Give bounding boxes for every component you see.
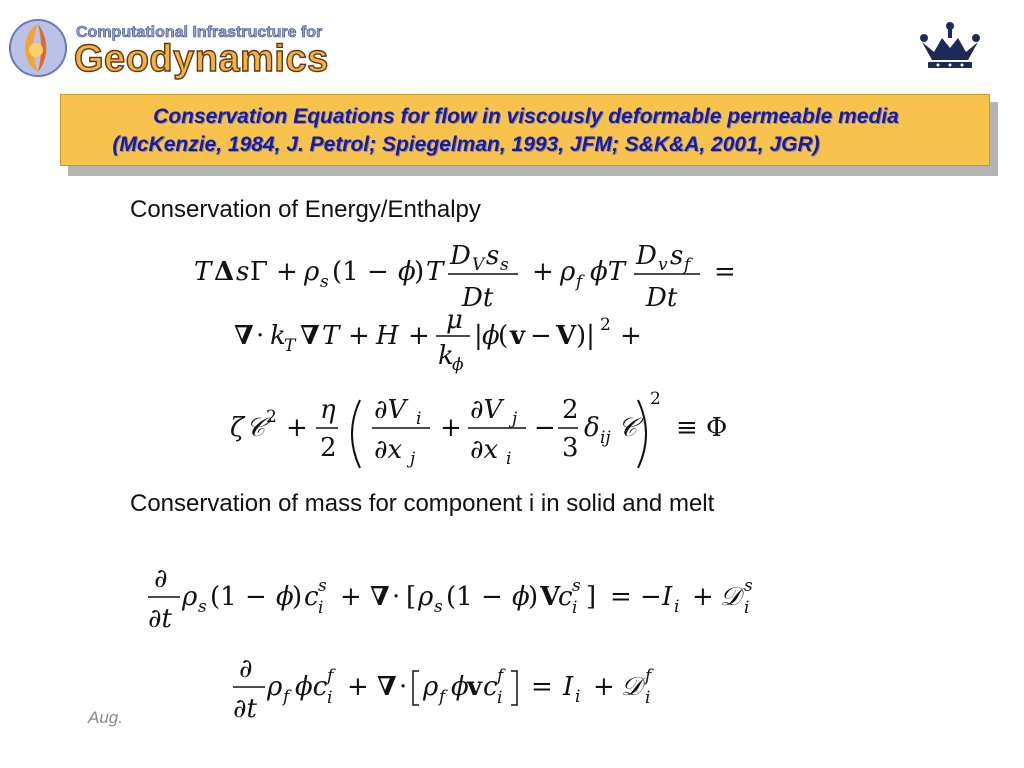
svg-text:i: i xyxy=(327,688,333,708)
svg-text:·: · xyxy=(399,672,408,702)
svg-text:T: T xyxy=(426,257,444,287)
svg-text:f: f xyxy=(327,666,334,686)
svg-text:2: 2 xyxy=(320,433,337,463)
svg-text:s: s xyxy=(572,576,581,596)
cig-logo xyxy=(8,14,348,80)
slide-title: Conservation Equations for flow in viscously deformable permeable media xyxy=(153,105,899,128)
svg-text:Φ: Φ xyxy=(706,413,728,443)
svg-text:c: c xyxy=(304,582,319,612)
svg-text:f: f xyxy=(684,255,691,275)
svg-text:V: V xyxy=(556,321,577,351)
svg-text:f: f xyxy=(576,272,583,292)
svg-text:f: f xyxy=(283,687,290,707)
svg-text:i: i xyxy=(416,409,422,429)
svg-text:∂t: ∂t xyxy=(233,694,257,724)
svg-text:μ: μ xyxy=(446,305,463,335)
svg-text:k: k xyxy=(270,321,286,351)
svg-text:i: i xyxy=(575,687,581,707)
svg-text:ϕ: ϕ xyxy=(482,321,500,351)
svg-text:i: i xyxy=(506,449,512,469)
solid-mass-equation xyxy=(140,565,800,645)
svg-text:(: ( xyxy=(498,321,509,351)
svg-text:+: + xyxy=(440,413,462,443)
svg-text:=: = xyxy=(610,582,632,612)
svg-text:ρ: ρ xyxy=(418,582,434,612)
svg-text:2: 2 xyxy=(562,395,579,425)
svg-text:s: s xyxy=(670,241,684,271)
svg-text:ρ: ρ xyxy=(304,257,320,287)
svg-text:Δ: Δ xyxy=(214,257,235,287)
svg-text:∂V: ∂V xyxy=(374,395,407,425)
svg-text:f: f xyxy=(645,666,652,686)
svg-text:I: I xyxy=(662,582,673,612)
svg-text:T: T xyxy=(194,257,212,287)
svg-text:i: i xyxy=(744,598,750,618)
svg-text:i: i xyxy=(497,688,503,708)
svg-text:): ) xyxy=(414,257,425,287)
svg-text:ϕT: ϕT xyxy=(590,257,626,287)
footer-date: Aug. xyxy=(88,708,123,727)
svg-text:ϕ: ϕ xyxy=(398,257,416,287)
svg-text:+: + xyxy=(348,321,370,351)
svg-text:=: = xyxy=(531,672,553,702)
svg-text:s: s xyxy=(486,241,500,271)
svg-text:[: [ xyxy=(406,582,417,612)
svg-text:i: i xyxy=(674,597,680,617)
svg-text:𝒞: 𝒞 xyxy=(246,413,265,443)
svg-text:≡: ≡ xyxy=(676,413,698,443)
svg-text:v: v xyxy=(467,672,483,702)
svg-text:s: s xyxy=(318,576,327,596)
svg-text:H: H xyxy=(376,321,399,351)
svg-text:+: + xyxy=(286,413,308,443)
svg-text:D: D xyxy=(636,241,657,271)
svg-text:V: V xyxy=(472,255,485,275)
svg-text:D: D xyxy=(450,241,471,271)
svg-text:T: T xyxy=(322,321,340,351)
svg-text:∇: ∇ xyxy=(370,582,390,612)
svg-text:𝒞: 𝒞 xyxy=(618,413,637,443)
svg-text:+: + xyxy=(276,257,298,287)
svg-text:∂t: ∂t xyxy=(148,604,172,634)
svg-text:s: s xyxy=(744,576,753,596)
svg-text:+: + xyxy=(593,672,615,702)
svg-text:|: | xyxy=(474,321,483,351)
slide-title-box xyxy=(60,94,990,166)
svg-text:f: f xyxy=(497,666,504,686)
svg-text:s: s xyxy=(320,272,329,292)
svg-text:ζ: ζ xyxy=(230,413,245,443)
mass-heading: Conservation of mass for component i in solid and melt xyxy=(130,490,715,517)
svg-text:𝒟: 𝒟 xyxy=(720,582,741,612)
svg-text:v: v xyxy=(510,321,526,351)
svg-text:i: i xyxy=(645,688,651,708)
svg-text:+: + xyxy=(408,321,430,351)
svg-text:(1 −: (1 − xyxy=(210,582,267,612)
svg-text:∂x: ∂x xyxy=(470,435,499,465)
svg-text:∇: ∇ xyxy=(300,321,320,351)
svg-text:I: I xyxy=(563,672,574,702)
svg-text:ρ: ρ xyxy=(423,672,439,702)
svg-text:η: η xyxy=(320,395,336,425)
svg-text:s: s xyxy=(198,597,207,617)
svg-text:ϕ: ϕ xyxy=(512,582,530,612)
columbia-crown-icon xyxy=(916,20,984,72)
svg-text:+: + xyxy=(620,321,642,351)
slide-title-references: (McKenzie, 1984, J. Petrol; Spiegelman, 1993, JFM; S&K&A, 2001, JGR) xyxy=(112,133,820,156)
svg-text:Dt: Dt xyxy=(646,283,678,313)
svg-text:ϕ: ϕ xyxy=(276,582,294,612)
svg-text:𝒟: 𝒟 xyxy=(621,672,642,702)
svg-text:j: j xyxy=(512,409,518,429)
svg-text:ρ: ρ xyxy=(267,672,283,702)
svg-text:∇: ∇ xyxy=(377,672,397,702)
svg-text:3: 3 xyxy=(562,433,579,463)
svg-text:+: + xyxy=(340,582,362,612)
logo-tagline: Computational Infrastructure for xyxy=(76,24,323,41)
svg-text:ρ: ρ xyxy=(182,582,198,612)
svg-text:V: V xyxy=(540,582,561,612)
svg-text:ρ: ρ xyxy=(560,257,576,287)
svg-text:c: c xyxy=(558,582,573,612)
svg-text:ϕ: ϕ xyxy=(451,672,469,702)
svg-text:∂: ∂ xyxy=(154,565,168,594)
svg-text:): ) xyxy=(292,582,303,612)
energy-equation xyxy=(180,240,800,475)
svg-text:Γ: Γ xyxy=(250,257,269,287)
svg-text:=: = xyxy=(714,257,736,287)
svg-text:(1 −: (1 − xyxy=(332,257,389,287)
svg-text:(1 −: (1 − xyxy=(446,582,503,612)
svg-text:k: k xyxy=(438,341,454,371)
svg-text:i: i xyxy=(318,598,324,618)
svg-text:−: − xyxy=(534,413,556,443)
svg-text:f: f xyxy=(439,687,446,707)
svg-text:·: · xyxy=(392,582,401,612)
svg-text:∂V: ∂V xyxy=(470,395,503,425)
svg-text:s: s xyxy=(236,257,250,287)
svg-text:s: s xyxy=(434,597,443,617)
svg-text:): ) xyxy=(528,582,539,612)
svg-text:∂: ∂ xyxy=(239,655,253,684)
svg-text:∂x: ∂x xyxy=(374,435,403,465)
svg-text:Dt: Dt xyxy=(462,283,494,313)
svg-text:s: s xyxy=(500,255,509,275)
svg-text:+: + xyxy=(692,582,714,612)
svg-text:ϕc: ϕc xyxy=(295,672,328,702)
svg-text:i: i xyxy=(572,598,578,618)
svg-text:ij: ij xyxy=(600,428,611,448)
svg-text:∇: ∇ xyxy=(234,321,254,351)
svg-text:+: + xyxy=(532,257,554,287)
svg-text:ϕ: ϕ xyxy=(452,355,464,375)
svg-text:v: v xyxy=(658,255,668,275)
energy-heading: Conservation of Energy/Enthalpy xyxy=(130,196,481,223)
svg-text:2: 2 xyxy=(650,389,661,409)
svg-text:−: − xyxy=(530,321,552,351)
svg-text:−: − xyxy=(640,582,662,612)
svg-text:+: + xyxy=(347,672,369,702)
svg-text:δ: δ xyxy=(584,413,600,443)
svg-text:·: · xyxy=(256,321,265,351)
svg-text:j: j xyxy=(410,449,416,469)
melt-mass-equation xyxy=(225,655,745,735)
logo-wordmark: Geodynamics xyxy=(74,38,329,80)
svg-text:c: c xyxy=(483,672,498,702)
svg-text:)|: )| xyxy=(576,321,595,351)
svg-text:T: T xyxy=(284,336,296,356)
svg-text:2: 2 xyxy=(600,315,611,335)
svg-text:]: ] xyxy=(586,582,597,612)
cig-logo-icon xyxy=(8,18,68,78)
svg-text:2: 2 xyxy=(266,407,277,427)
